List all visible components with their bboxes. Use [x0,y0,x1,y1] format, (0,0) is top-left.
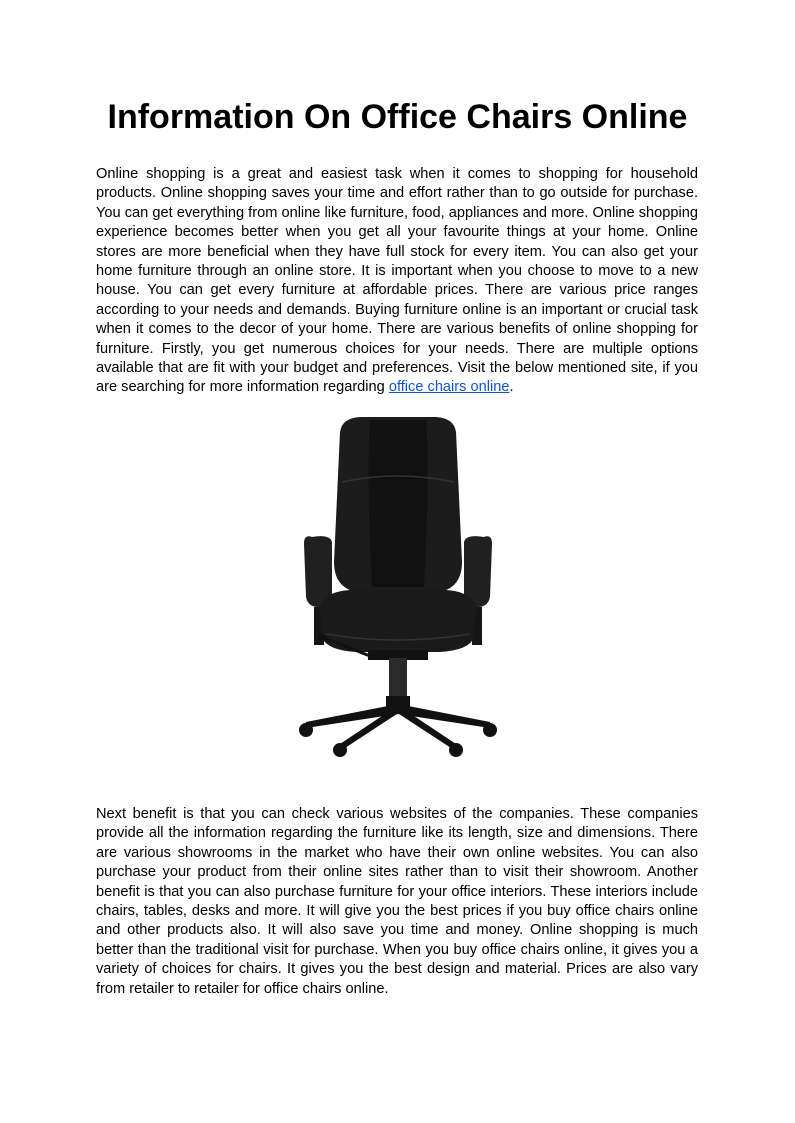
intro-end: . [509,379,514,396]
benefits-paragraph: Next benefit is that you can check various websites of the companies. These companies provide all the information regarding the furniture like its length, size and dimensions. There are various showrooms in the market who have their own online websites. You can also purchase your product from their online sites rather than to visit their showroom. Another benefit is that you can also purchase furniture for your office interiors. These interiors include chairs, tables, desks and more. It will give you the best prices if you buy office chairs online and other products also. It will also save you time and money. Online shopping is much better than the traditional visit for purchase. When you buy office chairs online, it gives you a variety of choices for chairs. It gives you the best design and material. Prices are also vary from retailer to retailer for office chairs online. [96,806,698,997]
page-title: Information On Office Chairs Online [107,98,688,136]
office-chair-image [290,412,506,766]
intro-text: Online shopping is a great and easiest task when it comes to shopping for household products. Online shopping saves your time and effort rather than to go outside for purchase. You can get everything from online like furniture, food, appliances and more. Online shopping experience becomes better when you get all your favourite things at your home. Online stores are more beneficial when they have full stock for every item. You can also get your home furniture through an online store. It is important when you choose to move to a new house. You can get every furniture at affordable prices. There are various price ranges according to your needs and demands. Buying furniture online is an important or crucial task when it comes to the decor of your home. There are various benefits of online shopping for furniture. Firstly, you get numerous choices for your needs. There are multiple options available that are fit with your budget and preferences. Visit the below mentioned site, if you are searching for more information regarding [96,166,698,396]
intro-paragraph [96,165,698,398]
office-chairs-link[interactable]: office chairs online [388,379,510,396]
